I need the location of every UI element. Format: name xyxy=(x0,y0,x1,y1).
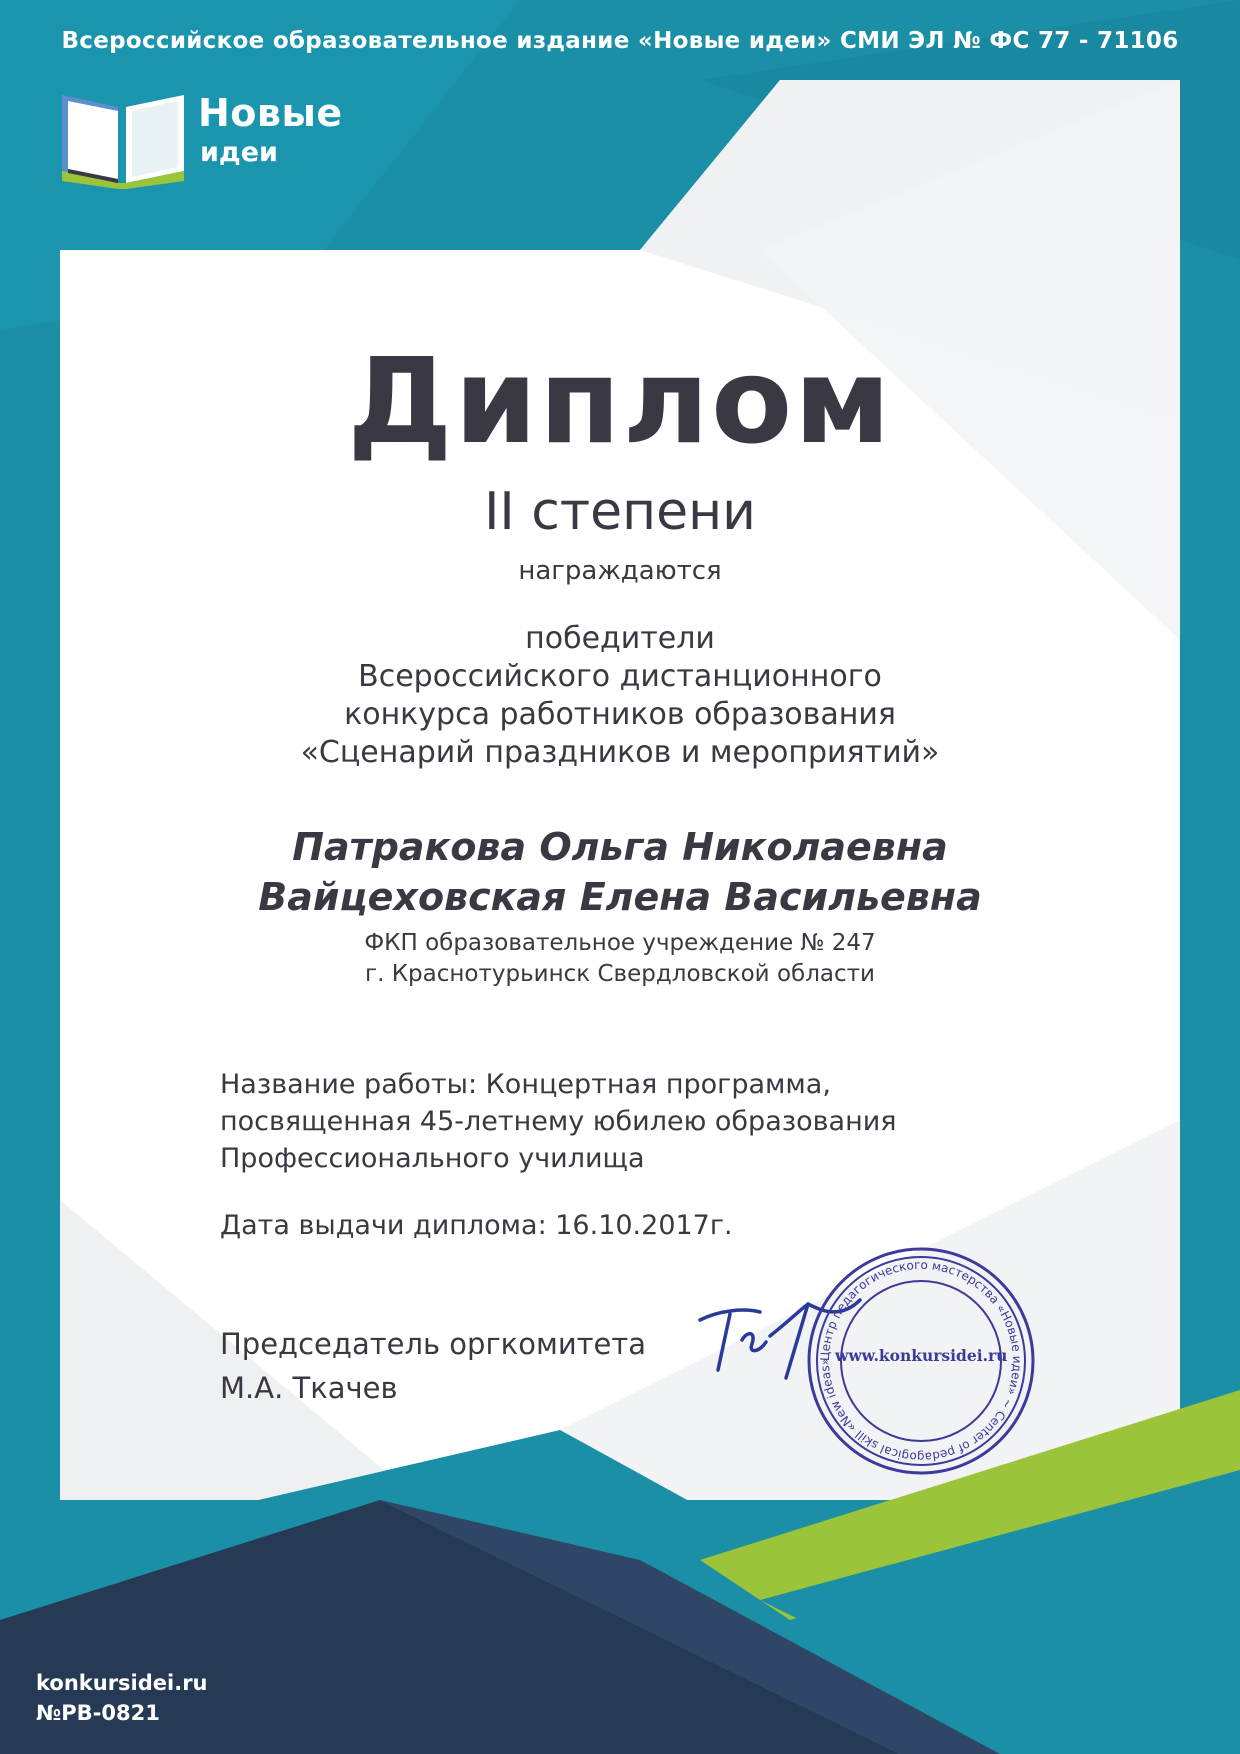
logo xyxy=(60,85,380,190)
work-title-line: Профессионального училища xyxy=(220,1143,645,1174)
issue-date: Дата выдачи диплома: 16.10.2017г. xyxy=(220,1210,733,1241)
description-line: победители xyxy=(525,621,715,656)
stamp-ring-text: Центр педагогического мастерства «Новые идеи» ~ Center of pedagogical skill «New ideas» xyxy=(817,1257,1025,1465)
chairman-block xyxy=(220,1322,646,1410)
work-title xyxy=(220,1066,1040,1177)
recipient-names xyxy=(60,822,1180,922)
footer-site: konkursidei.ru xyxy=(36,1671,208,1695)
stamp-url: www.konkursidei.ru xyxy=(835,1346,1008,1365)
organization-line: ФКП образовательное учреждение № 247 xyxy=(364,930,876,956)
description-line: Всероссийского дистанционного xyxy=(358,659,882,694)
logo-text-line2: идеи xyxy=(200,137,278,168)
recipient-name: Патракова Ольга Николаевна xyxy=(292,825,948,869)
open-book-icon xyxy=(60,85,190,190)
official-stamp xyxy=(805,1245,1037,1477)
publication-header: Всероссийское образовательное издание «Новые идеи» СМИ ЭЛ № ФС 77 - 71106 xyxy=(61,28,1179,54)
chairman-name: М.А. Ткачев xyxy=(220,1371,398,1405)
footer-number: №PB-0821 xyxy=(36,1701,160,1725)
logo-text-line1: Новые xyxy=(198,91,343,135)
chairman-title: Председатель оргкомитета xyxy=(220,1327,647,1361)
organization xyxy=(60,928,1180,990)
footer xyxy=(36,1668,208,1728)
awarded-label: награждаются xyxy=(518,556,722,586)
work-title-line: Название работы: Концертная программа, xyxy=(220,1069,831,1100)
organization-line: г. Краснотурьинск Свердловской области xyxy=(365,961,875,987)
contest-description xyxy=(60,620,1180,772)
diploma-degree: II степени xyxy=(484,482,756,542)
diploma-title: Диплом xyxy=(347,332,893,470)
description-line: «Сценарий праздников и мероприятий» xyxy=(300,735,940,770)
description-line: конкурса работников образования xyxy=(344,697,896,732)
work-title-line: посвященная 45-летнему юбилею образования xyxy=(220,1106,897,1137)
recipient-name: Вайцеховская Елена Васильевна xyxy=(258,875,982,919)
